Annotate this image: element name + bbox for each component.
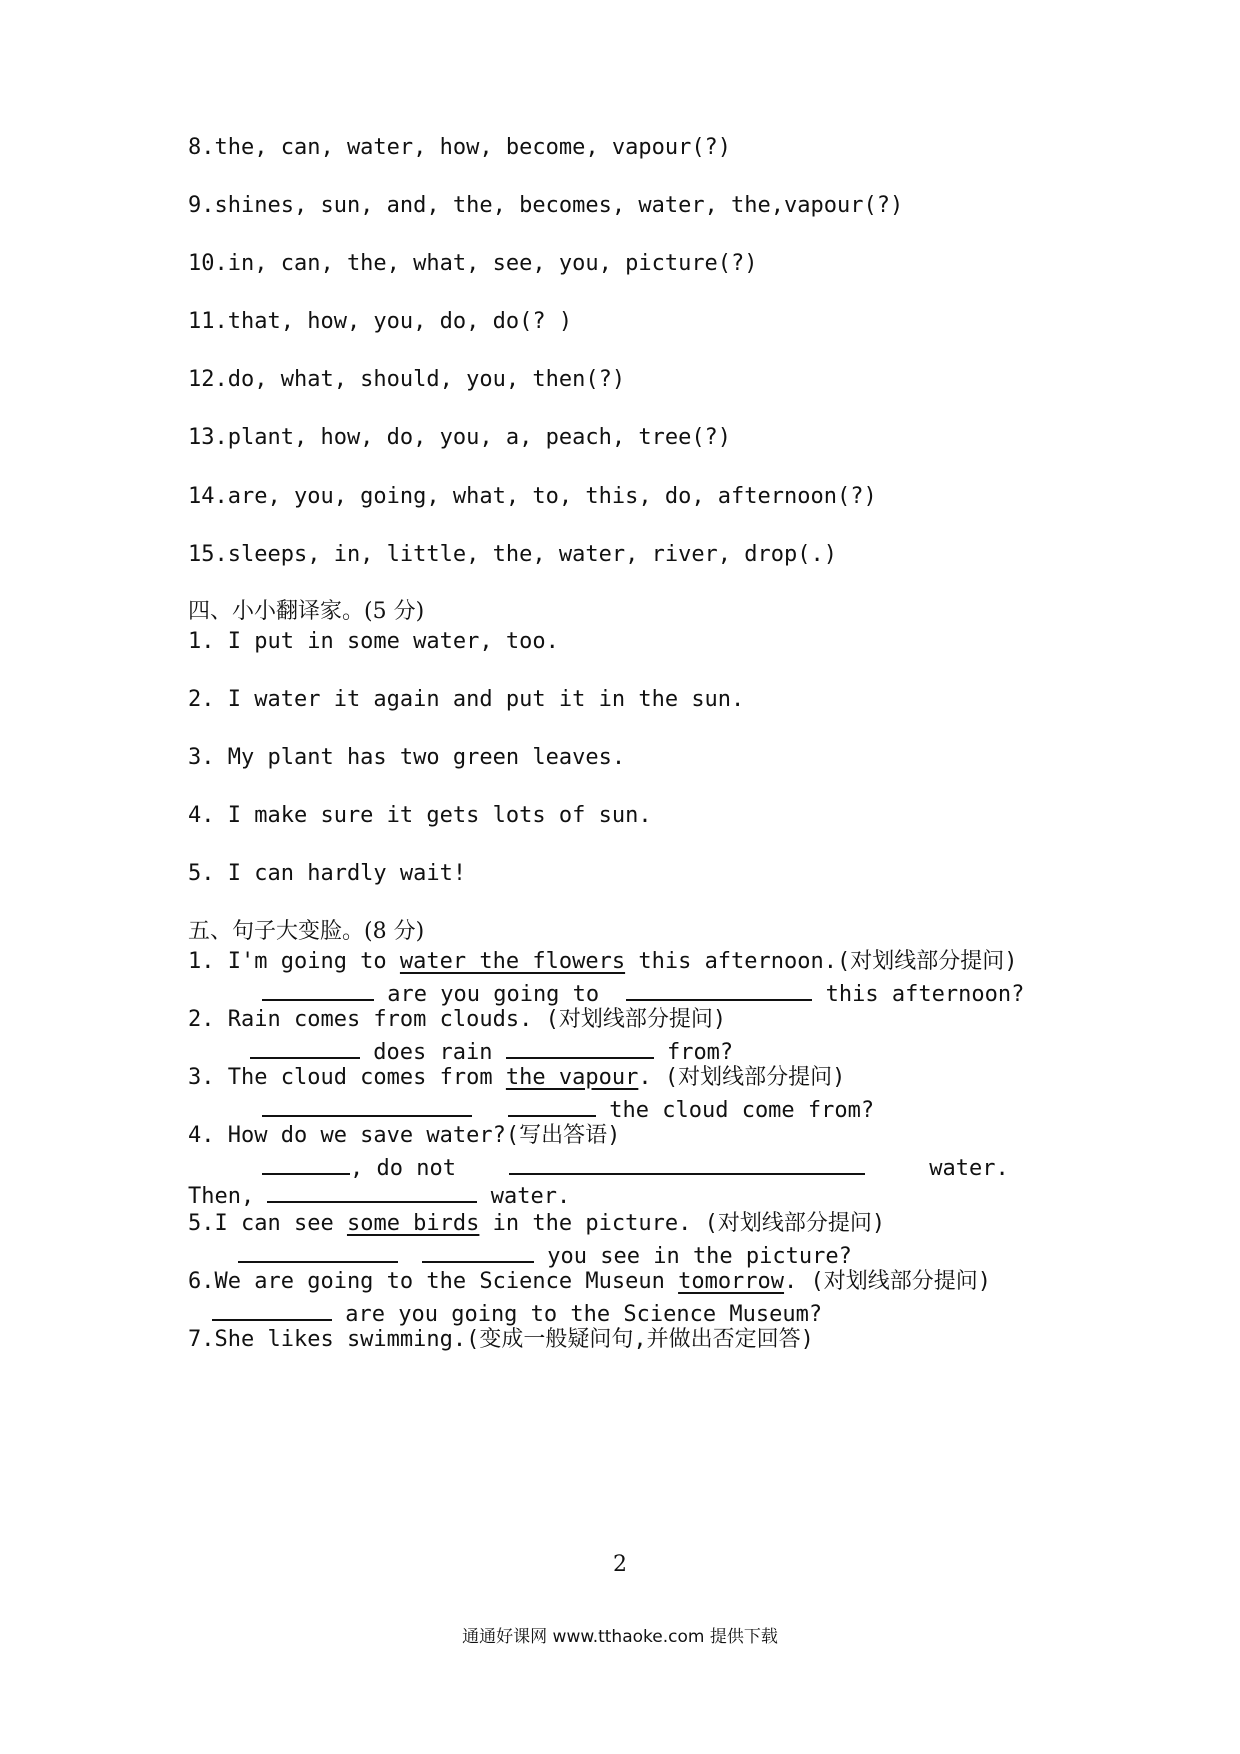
transform-question-4: 4. How do we save water?(写出答语)	[188, 1123, 621, 1148]
answer-blank[interactable]	[267, 1179, 477, 1203]
reorder-item-12: 12.do, what, should, you, then(?)	[188, 367, 626, 392]
q5-post: in the picture. (对划线部分提问)	[479, 1211, 886, 1236]
q1-underlined-phrase: water the flowers	[399, 949, 626, 974]
q3-pre: 3. The cloud comes from	[188, 1065, 506, 1090]
transform-question-6	[188, 1267, 991, 1297]
reorder-item-9: 9.shines, sun, and, the, becomes, water, the,vapour(?)	[188, 193, 904, 218]
q5-pre: 5.I can see	[188, 1211, 347, 1236]
reorder-item-13: 13.plant, how, do, you, a, peach, tree(?)	[188, 425, 732, 450]
section-4-heading: 四、小小翻译家。(5 分)	[188, 599, 425, 624]
answer-blank[interactable]	[262, 1093, 472, 1117]
reorder-item-10: 10.in, can, the, what, see, you, picture(?)	[188, 251, 758, 276]
answer-blank[interactable]	[509, 1151, 865, 1175]
translate-item-4: 4. I make sure it gets lots of sun.	[188, 803, 652, 828]
transform-question-3	[188, 1063, 845, 1093]
translate-item-3: 3. My plant has two green leaves.	[188, 745, 626, 770]
q1-pre: 1. I'm going to	[188, 949, 400, 974]
q1-ans-end: this afternoon?	[812, 982, 1025, 1007]
translate-item-5: 5. I can hardly wait!	[188, 861, 467, 886]
reorder-item-8: 8.the, can, water, how, become, vapour(?)	[188, 135, 732, 160]
q6-underlined-phrase: tomorrow	[678, 1269, 785, 1294]
answer-blank[interactable]	[262, 977, 374, 1001]
q4-ans2-pre: Then,	[188, 1184, 268, 1209]
answer-line-4b	[188, 1179, 570, 1212]
answer-blank[interactable]	[262, 1151, 350, 1175]
answer-blank[interactable]	[506, 1035, 654, 1059]
translate-item-2: 2. I water it again and put it in the sun.	[188, 687, 745, 712]
footer-credit: 通通好课网 www.tthaoke.com 提供下载	[462, 1627, 778, 1647]
answer-blank[interactable]	[422, 1239, 534, 1263]
q6-pre: 6.We are going to the Science Museun	[188, 1269, 679, 1294]
q2-ans-mid: does rain	[360, 1040, 506, 1065]
translate-item-1: 1. I put in some water, too.	[188, 629, 559, 654]
q1-post: this afternoon.(对划线部分提问)	[625, 949, 1018, 974]
answer-blank[interactable]	[508, 1093, 596, 1117]
q4-ans1-mid: , do not	[350, 1156, 470, 1181]
transform-question-5	[188, 1209, 885, 1239]
answer-blank[interactable]	[626, 977, 812, 1001]
section-5-heading: 五、句子大变脸。(8 分)	[188, 919, 425, 944]
transform-question-2: 2. Rain comes from clouds. (对划线部分提问)	[188, 1007, 727, 1032]
reorder-item-15: 15.sleeps, in, little, the, water, river, drop(.)	[188, 542, 838, 567]
page-number: 2	[613, 1552, 627, 1577]
q1-ans-mid: are you going to	[374, 982, 613, 1007]
q6-ans-end: are you going to the Science Museum?	[332, 1302, 823, 1327]
q5-underlined-phrase: some birds	[346, 1211, 480, 1236]
q3-ans-end: the cloud come from?	[596, 1098, 875, 1123]
reorder-item-11: 11.that, how, you, do, do(? )	[188, 309, 573, 334]
reorder-item-14: 14.are, you, going, what, to, this, do, afternoon(?)	[188, 484, 877, 509]
answer-blank[interactable]	[250, 1035, 360, 1059]
q4-ans1-end: water.	[929, 1156, 1009, 1181]
q3-post: . (对划线部分提问)	[638, 1065, 846, 1090]
q5-ans-end: you see in the picture?	[534, 1244, 852, 1269]
q6-post: . (对划线部分提问)	[784, 1269, 992, 1294]
answer-blank[interactable]	[212, 1297, 332, 1321]
q4-ans2-end: water.	[477, 1184, 571, 1209]
transform-question-7: 7.She likes swimming.(变成一般疑问句,并做出否定回答)	[188, 1327, 814, 1352]
answer-blank[interactable]	[238, 1239, 398, 1263]
q2-ans-end: from?	[653, 1040, 734, 1065]
q3-underlined-phrase: the vapour	[505, 1065, 639, 1090]
transform-question-1	[188, 947, 1018, 977]
